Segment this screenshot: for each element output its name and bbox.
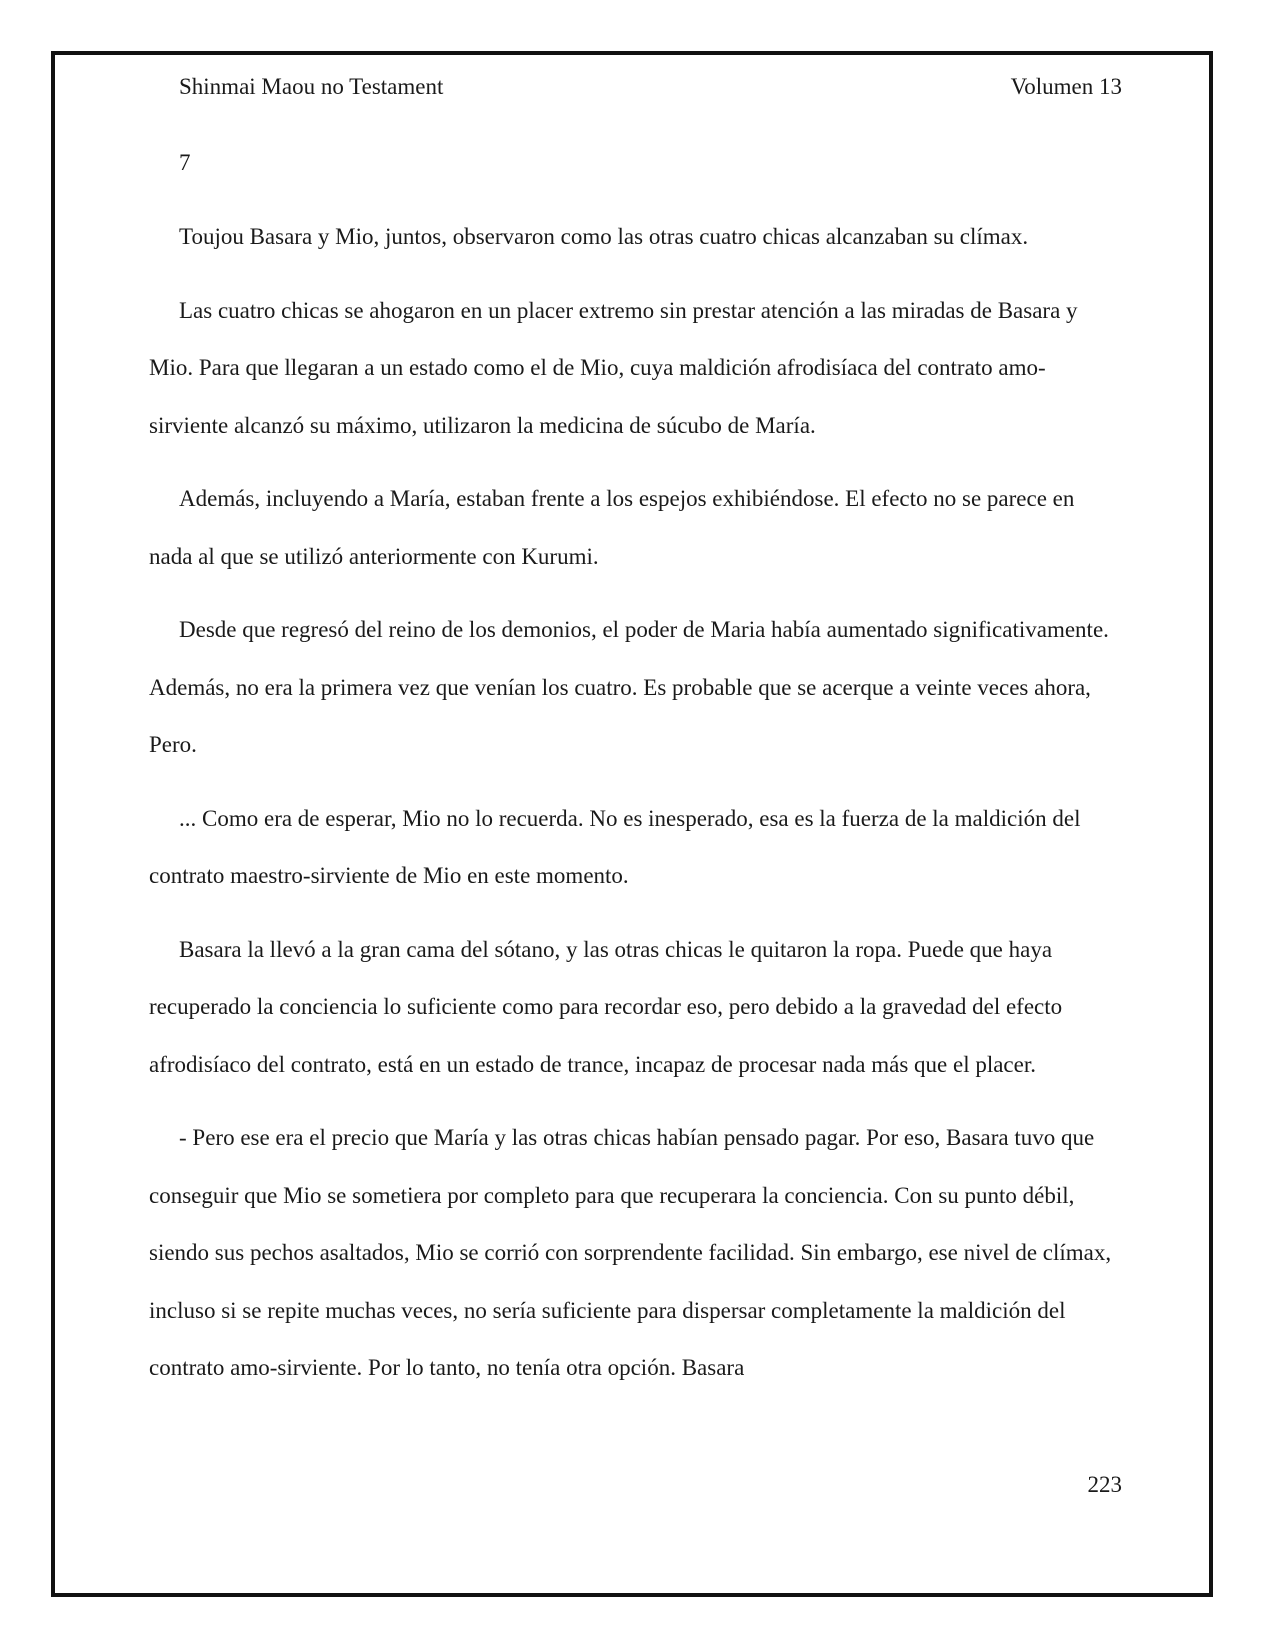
- page-number: 223: [1087, 1472, 1122, 1497]
- document-page: [149, 0, 1122, 1650]
- paragraph: Las cuatro chicas se ahogaron en un placer extremo sin prestar atención a las miradas de Basara y Mio. Para que llegaran a un estado como el de Mio, cuya maldición afrodisíaca del contrato amo-sirviente alcanzó su máximo, utilizaron la medicina de súcubo de María.: [149, 297, 1078, 438]
- paragraph: Toujou Basara y Mio, juntos, observaron como las otras cuatro chicas alcanzaban su clímax.: [179, 224, 1029, 249]
- chapter-number: 7: [179, 150, 191, 175]
- paragraph: ... Como era de esperar, Mio no lo recuerda. No es inesperado, esa es la fuerza de la maldición del contrato maestro-sirviente de Mio en este momento.: [149, 805, 1081, 888]
- paragraph: Basara la llevó a la gran cama del sótano, y las otras chicas le quitaron la ropa. Puede que haya recuperado la conciencia lo suficiente como para recordar eso, pero debido a la gravedad del efecto afrodisíaco del contrato, está en un estado de trance, incapaz de procesar nada más que el placer.: [149, 936, 1063, 1077]
- paragraph: Además, incluyendo a María, estaban frente a los espejos exhibiéndose. El efecto no se parece en nada al que se utilizó anteriormente con Kurumi.: [149, 486, 1075, 569]
- paragraph: Desde que regresó del reino de los demonios, el poder de Maria había aumentado significativamente. Además, no era la primera vez que venían los cuatro. Es probable que se acerque a veinte veces ahora, Pero.: [149, 617, 1109, 757]
- paragraph: - Pero ese era el precio que María y las otras chicas habían pensado pagar. Por eso, Basara tuvo que conseguir que Mio se sometiera por completo para que recuperara la conciencia. Con su punto débil, siendo sus pechos asaltados, Mio se corrió con sorprendente facilidad. Sin embargo, ese nivel de clímax, incluso si se repite muchas veces, no sería suficiente para dispersar completamente la maldición del contrato amo-sirviente. Por lo tanto, no tenía otra opción. Basara: [149, 1125, 1112, 1380]
- header-volume: Volumen 13: [1010, 74, 1122, 99]
- header-title: Shinmai Maou no Testament: [179, 74, 444, 99]
- running-header: [179, 72, 1122, 102]
- body-text: [149, 208, 1122, 1413]
